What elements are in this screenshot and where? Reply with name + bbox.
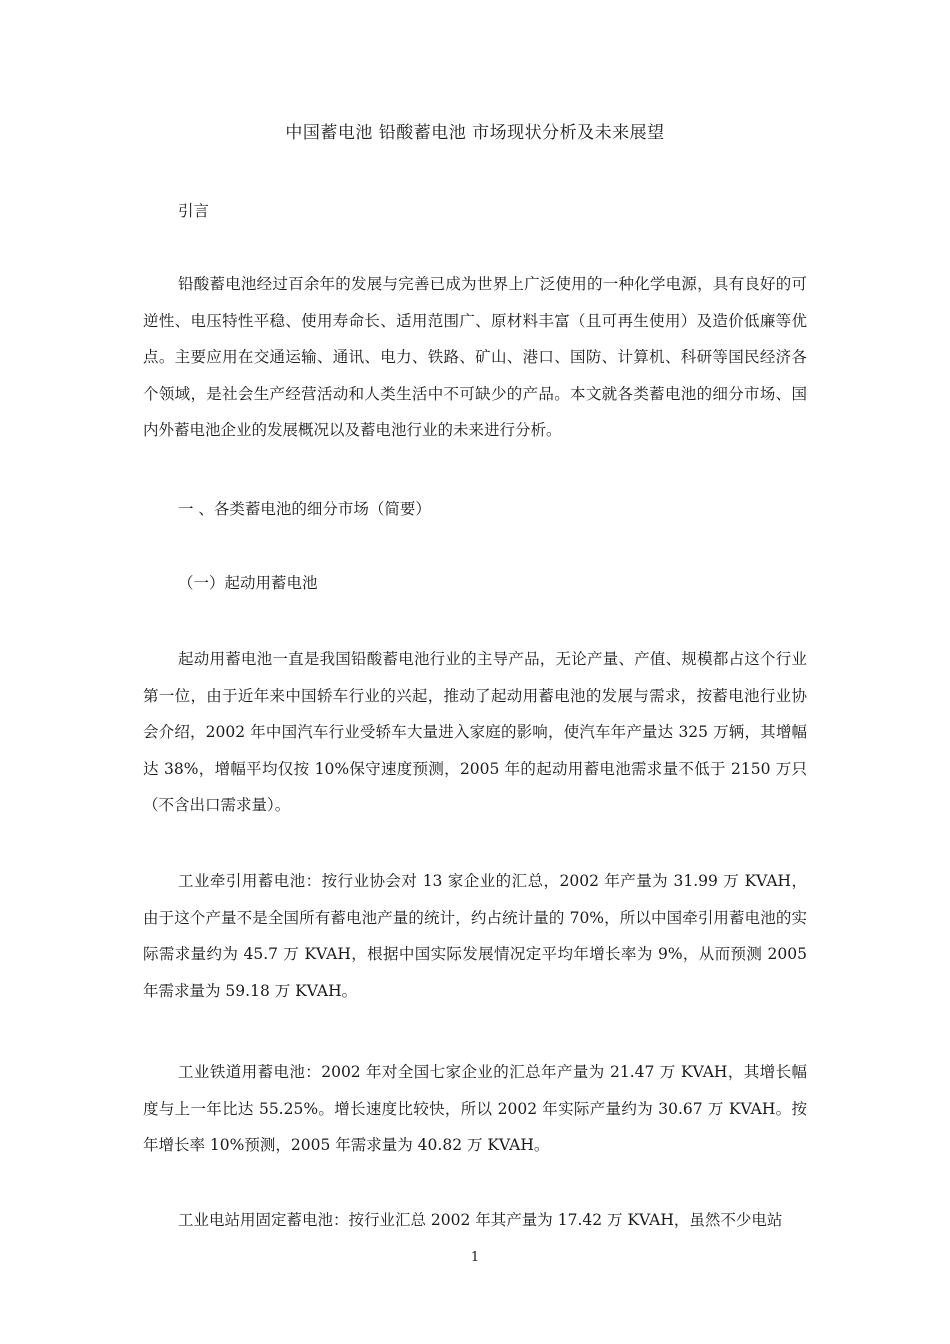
subsection-heading: （一）起动用蓄电池 (178, 574, 318, 592)
document-title: 中国蓄电池 铅酸蓄电池 市场现状分析及未来展望 (285, 123, 665, 143)
railway-battery-paragraph: 工业铁道用蓄电池：2002 年对全国七家企业的汇总年产量为 21.47 万 KVAH，其增长幅度与上一年比达 55.25%。增长速度比较快，所以 2002 年实际产量约为 30.67 万 KVAH。按年增长率 10%预测，2005 年需求量为 40.82 万 KVAH。 (143, 1063, 807, 1154)
section-heading: 一 、各类蓄电池的细分市场（简要） (178, 500, 431, 518)
intro-paragraph: 铅酸蓄电池经过百余年的发展与完善已成为世界上广泛使用的一种化学电源，具有良好的可逆性、电压特性平稳、使用寿命长、适用范围广、原材料丰富（且可再生使用）及造价低廉等优点。主要应用在交通运输、通讯、电力、铁路、矿山、港口、国防、计算机、科研等国民经济各个领域，是社会生产经营活动和人类生活中不可缺少的产品。本文就各类蓄电池的细分市场、国内外蓄电池企业的发展概况以及蓄电池行业的未来进行分析。 (143, 275, 807, 439)
page-number: 1 (470, 1250, 480, 1265)
intro-heading: 引言 (178, 202, 210, 220)
starter-battery-paragraph: 起动用蓄电池一直是我国铅酸蓄电池行业的主导产品，无论产量、产值、规模都占这个行业第一位，由于近年来中国轿车行业的兴起，推动了起动用蓄电池的发展与需求，按蓄电池行业协会介绍，2002 年中国汽车行业受轿车大量进入家庭的影响，使汽车年产量达 325 万辆，其增幅达 38%，增幅平均仅按 10%保守速度预测，2005 年的起动用蓄电池需求量不低于 2150 万只（不含出口需求量）。 (143, 650, 807, 814)
traction-battery-paragraph: 工业牵引用蓄电池：按行业协会对 13 家企业的汇总，2002 年产量为 31.99 万 KVAH，由于这个产量不是全国所有蓄电池产量的统计，约占统计量的 70%，所以中国牵引用蓄电池的实际需求量约为 45.7 万 KVAH，根据中国实际发展情况定平均年增长率为 9%，从而预测 2005 年需求量为 59.18 万 KVAH。 (143, 872, 807, 1000)
station-battery-paragraph: 工业电站用固定蓄电池：按行业汇总 2002 年其产量为 17.42 万 KVAH，虽然不少电站 (178, 1211, 783, 1229)
